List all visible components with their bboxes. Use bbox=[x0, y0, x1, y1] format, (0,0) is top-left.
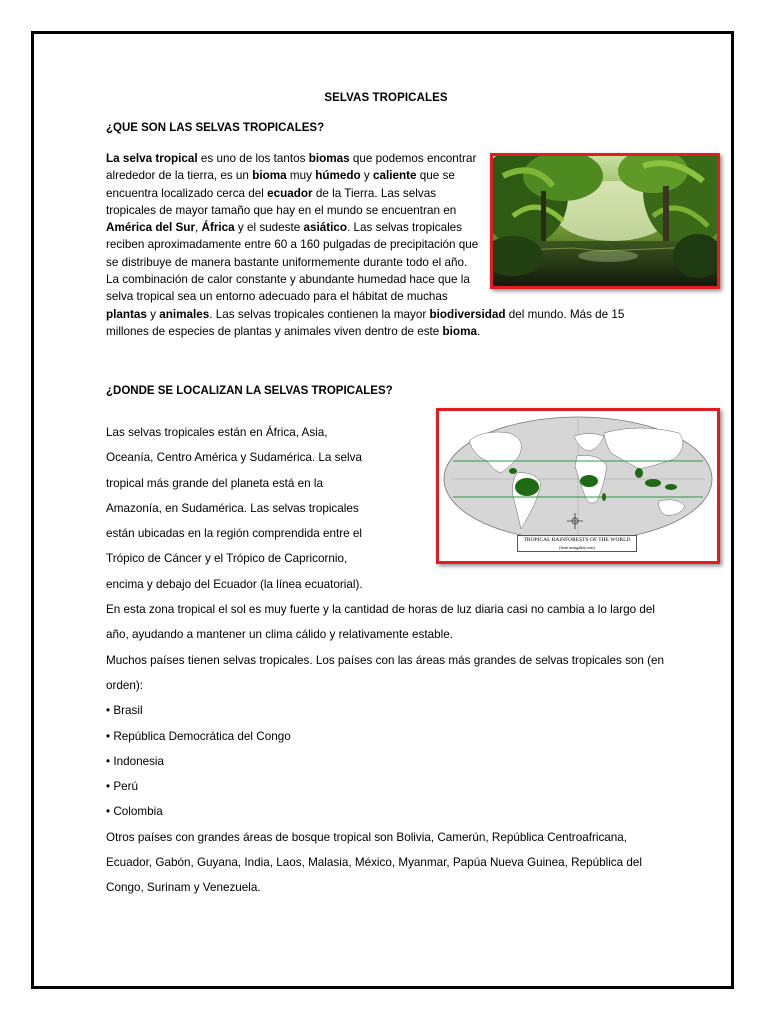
paragraph-countries-intro: Muchos países tienen selvas tropicales. Los países con las áreas más grandes de selvas tropicales son (en orden): bbox=[106, 653, 665, 692]
list-item: • República Democrática del Congo bbox=[106, 724, 668, 749]
paragraph-other-countries: Otros países con grandes áreas de bosque tropical son Bolivia, Camerún, República Centroafricana, Ecuador, Gabón, Guyana, India, Laos, Malasia, México, Myanmar, Papúa Nueva Guinea, República del Congo, Surinam y Venezuela. bbox=[106, 830, 642, 895]
jungle-image bbox=[493, 156, 717, 286]
paragraph-definition: La selva tropical es uno de los tantos biomas que podemos encontrar alrededor de la tierra, es un bioma muy húmedo y caliente que se encuentra localizado cerca del ecuador de la Tierra. Las selvas tropicales de mayor tamaño que hay en el mundo se encuentran en América del Sur, África y el sudeste asiático. Las selvas tropicales reciben aproximadamente entre 60 a 160 pulgadas de precipitación que se distribuye de manera bastante uniformemente durante todo el año. La combinación de calor constante y abundante humedad hace que la selva tropical sea un entorno adecuado para el hábitat de muchas plantas y animales. Las selvas tropicales contienen la mayor biodiversidad del mundo. Más de 15 millones de especies de plantas y animales viven dentro de este bioma. bbox=[106, 152, 625, 338]
section-heading-what: ¿QUE SON LAS SELVAS TROPICALES? bbox=[106, 122, 325, 134]
world-map-image bbox=[436, 408, 720, 564]
list-item: • Perú bbox=[106, 774, 668, 799]
page-title: SELVAS TROPICALES bbox=[324, 92, 448, 104]
map-caption-box bbox=[517, 535, 637, 552]
section-heading-where: ¿DONDE SE LOCALIZAN LA SELVAS TROPICALES? bbox=[106, 385, 393, 397]
map-caption: TROPICAL RAINFORESTS OF THE WORLD bbox=[523, 537, 631, 543]
countries-list bbox=[106, 698, 668, 824]
list-item: • Indonesia bbox=[106, 749, 668, 774]
map-subcaption: (from mongabay.com) bbox=[559, 545, 595, 550]
list-item: • Brasil bbox=[106, 698, 668, 723]
rainforest-photo bbox=[490, 153, 720, 289]
list-item: • Colombia bbox=[106, 799, 668, 824]
paragraph-location: Las selvas tropicales están en África, Asia, Oceanía, Centro América y Sudamérica. La selva tropical más grande del planeta está en la Amazonía, en Sudamérica. Las selvas tropicales están ubicadas en la región comprendida entre el Trópico de Cáncer y el Trópico de Capricornio, encima y debajo del Ecuador (la línea ecuatorial). En esta zona tropical el sol es muy fuerte y la cantidad de horas de luz diaria casi no cambia a lo largo del año, ayudando a mantener un clima cálido y relativamente estable. bbox=[106, 426, 655, 642]
